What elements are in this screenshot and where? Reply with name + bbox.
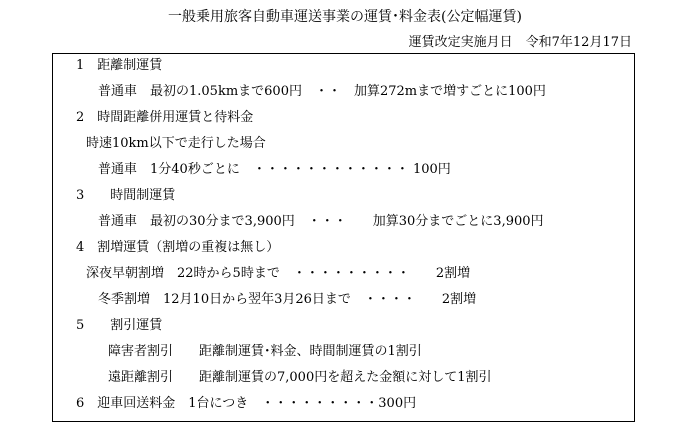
- document-title: 一般乗用旅客自動車運送事業の運賃･料金表(公定幅運賃): [168, 9, 522, 25]
- section-1-standard-car: 普通車 最初の1.05kmまで600円 ・・ 加算272mまで増すごとに100円: [98, 84, 546, 99]
- section-4-night-surcharge: 深夜早朝割増 22時から5時まで ・・・・・・・・・ 2割増: [86, 266, 471, 281]
- fare-table-box: [52, 53, 635, 422]
- section-5-disability-discount: 障害者割引 距離制運賃･料金、時間制運賃の1割引: [108, 344, 422, 359]
- revision-date: 運賃改定実施月日 令和7年12月17日: [408, 35, 632, 50]
- section-2-condition: 時速10km以下で走行した場合: [86, 136, 266, 151]
- section-4-heading: 4 割増運賃（割増の重複は無し）: [76, 240, 280, 255]
- section-4-winter-surcharge: 冬季割増 12月10日から翌年3月26日まで ・・・・ 2割増: [98, 292, 477, 307]
- section-3-standard-car: 普通車 最初の30分まで3,900円 ・・・ 加算30分までごとに3,900円: [98, 214, 544, 229]
- section-5-long-distance-discount: 遠距離割引 距離制運賃の7,000円を超えた金額に対して1割引: [108, 370, 492, 385]
- section-2-standard-car: 普通車 1分40秒ごとに ・・・・・・・・・・・・ 100円: [98, 162, 451, 177]
- section-5-heading: 5 割引運賃: [76, 318, 163, 333]
- section-3-heading: 3 時間制運賃: [76, 188, 176, 203]
- section-1-heading: 1 距離制運賃: [76, 58, 163, 73]
- section-2-heading: 2 時間距離併用運賃と待料金: [76, 110, 254, 125]
- section-6-pickup-fee: 6 迎車回送料金 1台につき ・・・・・・・・・300円: [76, 396, 417, 411]
